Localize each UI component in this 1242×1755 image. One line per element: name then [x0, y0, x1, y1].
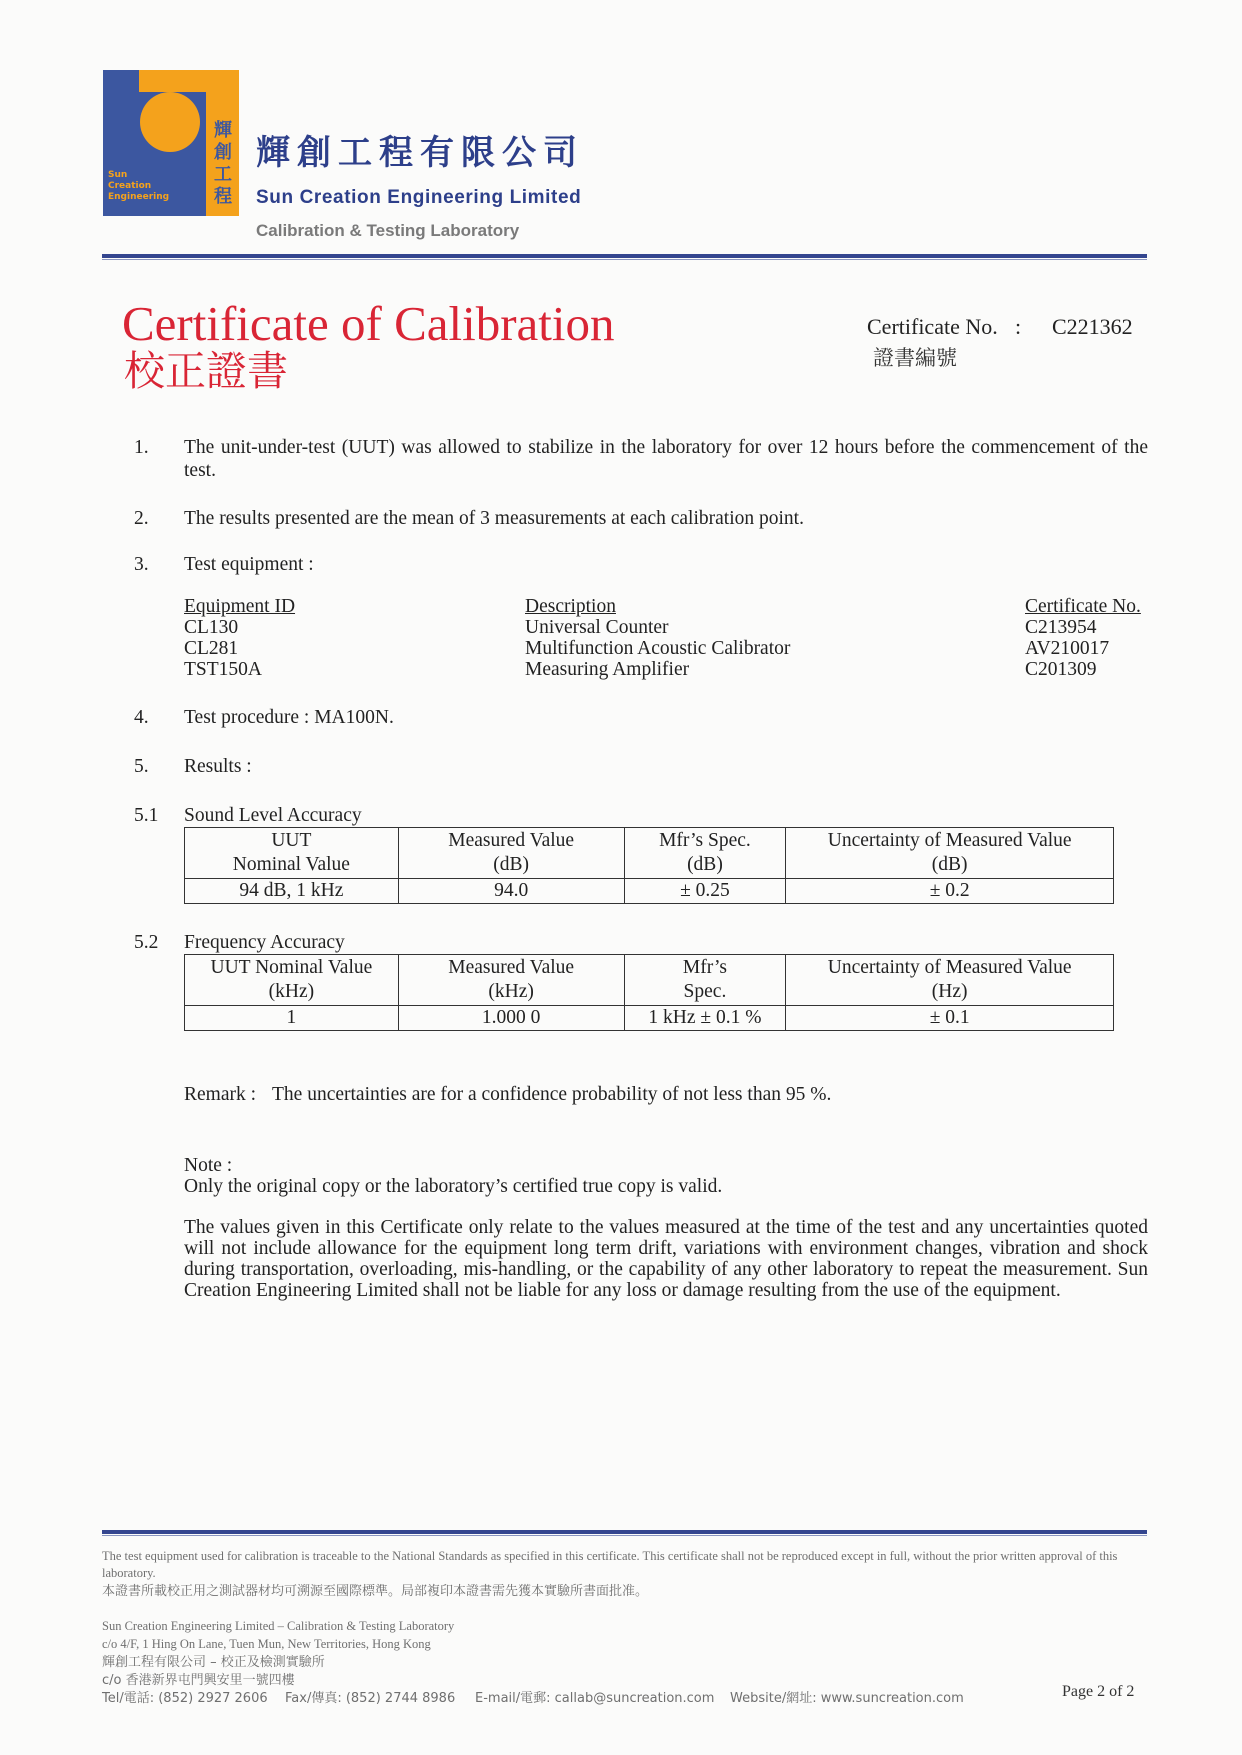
email-link[interactable]: E-mail/電郵: callab@suncreation.com: [475, 1691, 715, 1706]
equipment-id: TST150A: [184, 659, 262, 680]
footer-divider-thin: [102, 1535, 1147, 1536]
equipment-certificate-header: Certificate No.: [1025, 596, 1141, 617]
table-cell: 1: [185, 1006, 399, 1031]
equipment-description-header: Description: [525, 596, 616, 617]
equipment-id: CL281: [184, 638, 239, 659]
table-row: [185, 1006, 1114, 1031]
table-header-row: [185, 828, 1114, 879]
equipment-certificate-no: C201309: [1025, 659, 1097, 680]
traceability-statement: The test equipment used for calibration is traceable to the National Standards as specified in this certificate. This certificate shall not be reproduced except in full, without the prior written approval of this laboratory.: [102, 1549, 1118, 1580]
remark-text: The uncertainties are for a confidence probability of not less than 95 %.: [272, 1084, 832, 1105]
telephone: Tel/電話: (852) 2927 2606: [102, 1691, 268, 1706]
table-cell: ± 0.2: [786, 879, 1114, 904]
equipment-certificate-no: AV210017: [1025, 638, 1110, 659]
item-number: 2.: [134, 508, 149, 529]
item-number: 5.1: [134, 805, 159, 826]
remark-label: Remark :: [184, 1084, 257, 1105]
item-test-equipment-text: Test equipment :: [184, 554, 314, 575]
table-cell: 94.0: [398, 879, 624, 904]
company-name-cn: 輝創工程有限公司: [256, 133, 584, 173]
sound-level-heading: Sound Level Accuracy: [184, 805, 362, 826]
item-number: 5.: [134, 756, 149, 777]
note-label: Note :: [184, 1155, 233, 1176]
note-original-copy: Only the original copy or the laboratory’s certified true copy is valid.: [184, 1176, 723, 1197]
table-cell: 94 dB, 1 kHz: [185, 879, 399, 904]
certificate-no-label: Certificate No.: [867, 314, 998, 339]
equipment-description: Multifunction Acoustic Calibrator: [525, 638, 791, 659]
equipment-description: Measuring Amplifier: [525, 659, 690, 680]
equipment-certificate-column: [1025, 596, 1141, 680]
address-company-cn: 輝創工程有限公司 – 校正及檢測實驗所: [102, 1655, 325, 1670]
table-cell: ± 0.1: [786, 1006, 1114, 1031]
table-row: [185, 879, 1114, 904]
table-cell: ± 0.25: [624, 879, 786, 904]
page-number: Page 2 of 2: [1062, 1683, 1135, 1700]
note-disclaimer: The values given in this Certificate only relate to the values measured at the time of the test and any uncertainties quoted will not include allowance for the equipment long term drift, variations with environment changes, vibration and shock during transportation, overloading, mis-handling, or the capability of any other laboratory to repeat the measurement. Sun Creation Engineering Limited shall not be liable for any loss or damage resulting from the use of the equipment.: [184, 1217, 1148, 1301]
table-cell: 1.000 0: [398, 1006, 624, 1031]
table-header-cell: Mfr’s Spec.: [624, 955, 786, 1006]
header-divider-thin: [102, 259, 1147, 260]
certificate-no-value: C221362: [1052, 314, 1133, 339]
item-mean-text: The results presented are the mean of 3 measurements at each calibration point.: [184, 508, 804, 529]
table-header-cell: UUT Nominal Value: [185, 828, 399, 879]
logo-sun-circle: [140, 92, 200, 152]
certificate-no-colon: :: [1015, 314, 1022, 339]
table-header-cell: Measured Value (kHz): [398, 955, 624, 1006]
equipment-id-header: Equipment ID: [184, 596, 296, 617]
item-number: 3.: [134, 554, 149, 575]
equipment-id: CL130: [184, 617, 239, 638]
equipment-description: Universal Counter: [525, 617, 669, 638]
item-number: 5.2: [134, 932, 159, 953]
item-stabilization-text: The unit-under-test (UUT) was allowed to stabilize in the laboratory for over 12 hours before the commencement of the test.: [184, 437, 1148, 481]
item-test-procedure-text: Test procedure : MA100N.: [184, 707, 394, 728]
fax: Fax/傳真: (852) 2744 8986: [285, 1691, 456, 1706]
equipment-id-column: [184, 596, 295, 680]
sound-level-table: [184, 827, 1114, 904]
traceability-statement-cn: 本證書所載校正用之測試器材均可溯源至國際標準。局部複印本證書需先獲本實驗所書面批准。: [102, 1584, 649, 1599]
address-line-en: c/o 4/F, 1 Hing On Lane, Tuen Mun, New Territories, Hong Kong: [102, 1637, 431, 1651]
footer-divider: [102, 1530, 1147, 1534]
table-header-cell: Uncertainty of Measured Value (dB): [786, 828, 1114, 879]
frequency-table: [184, 954, 1114, 1031]
equipment-description-column: [525, 596, 790, 680]
logo-cn-text: 輝 創 工 程: [214, 120, 232, 207]
header-divider: [102, 254, 1147, 258]
frequency-heading: Frequency Accuracy: [184, 932, 345, 953]
table-cell: 1 kHz ± 0.1 %: [624, 1006, 786, 1031]
laboratory-name: Calibration & Testing Laboratory: [256, 221, 520, 240]
logo-orange-top: [139, 70, 239, 92]
table-header-cell: UUT Nominal Value (kHz): [185, 955, 399, 1006]
address-company: Sun Creation Engineering Limited – Calibration & Testing Laboratory: [102, 1619, 455, 1633]
item-number: 4.: [134, 707, 149, 728]
certificate-no-label-cn: 證書編號: [873, 346, 957, 370]
certificate-title: Certificate of Calibration: [122, 296, 615, 351]
address-line-cn: c/o 香港新界屯門興安里一號四樓: [102, 1673, 295, 1688]
table-header-cell: Uncertainty of Measured Value (Hz): [786, 955, 1114, 1006]
company-logo: [103, 70, 239, 216]
company-name-en: Sun Creation Engineering Limited: [256, 187, 582, 208]
table-header-cell: Measured Value (dB): [398, 828, 624, 879]
item-number: 1.: [134, 437, 149, 458]
table-header-row: [185, 955, 1114, 1006]
item-results-text: Results :: [184, 756, 252, 777]
logo-en-text: Sun Creation Engineering: [108, 170, 170, 202]
equipment-certificate-no: C213954: [1025, 617, 1097, 638]
website-link[interactable]: Website/網址: www.suncreation.com: [730, 1691, 964, 1706]
certificate-title-cn: 校正證書: [124, 347, 288, 395]
table-header-cell: Mfr’s Spec. (dB): [624, 828, 786, 879]
